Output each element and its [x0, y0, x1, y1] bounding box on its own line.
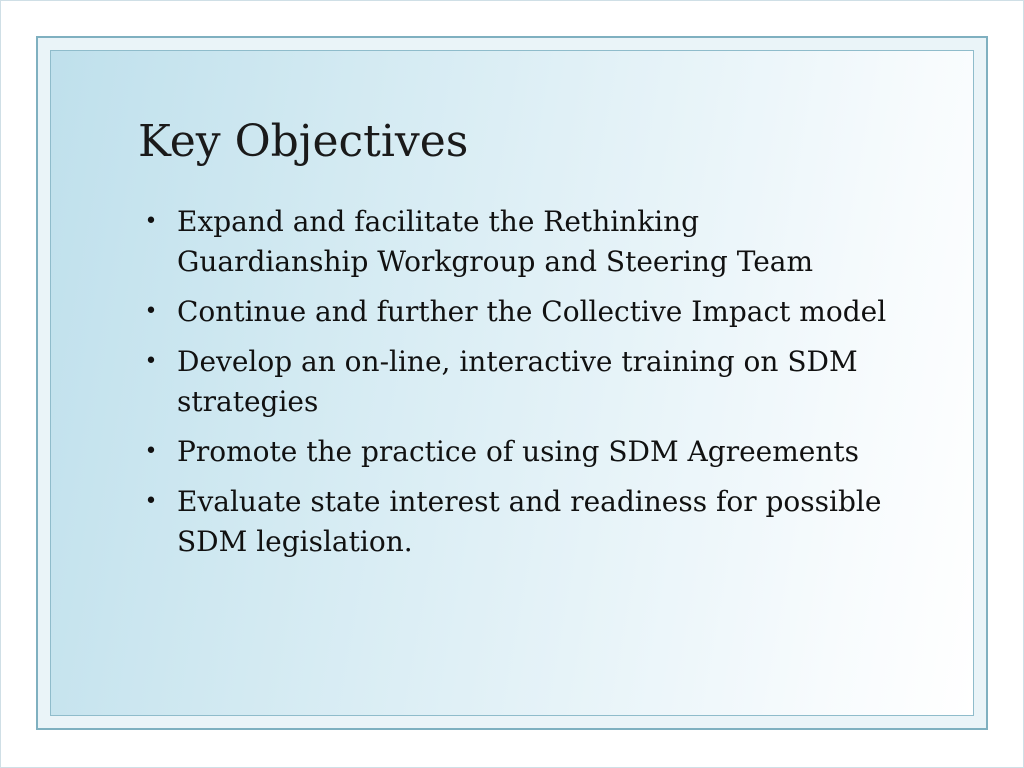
list-item: [138, 202, 898, 282]
list-item: [138, 292, 898, 332]
list-item: [138, 342, 898, 422]
list-item: [138, 432, 898, 472]
bullet-icon: •: [144, 349, 158, 374]
bullet-icon: •: [144, 439, 158, 464]
bullet-icon: •: [144, 209, 158, 234]
slide-title: Key Objectives: [138, 116, 469, 167]
list-item-text: Evaluate state interest and readiness for possible SDM legislation.: [177, 485, 882, 558]
objectives-list: [138, 202, 898, 572]
list-item-text: Continue and further the Collective Impact model: [177, 295, 887, 328]
list-item-text: Promote the practice of using SDM Agreements: [177, 435, 859, 468]
list-item: [138, 482, 898, 562]
list-item-text: Expand and facilitate the Rethinking Guardianship Workgroup and Steering Team: [177, 205, 814, 278]
bullet-icon: •: [144, 299, 158, 324]
list-item-text: Develop an on-line, interactive training on SDM strategies: [177, 345, 858, 418]
bullet-icon: •: [144, 489, 158, 514]
